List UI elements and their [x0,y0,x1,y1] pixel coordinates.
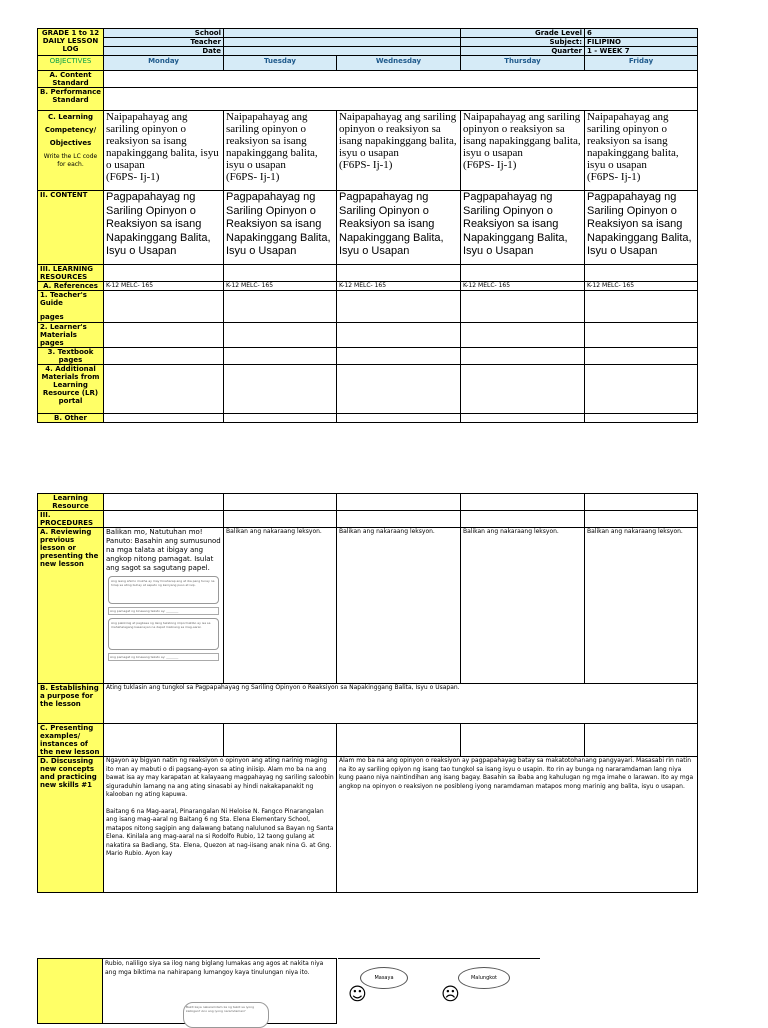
reading-passage-image-1: Ang isang ahimo mukha ay may hinaharap ang at iba pang tunay na hirap sa ating buhay at aspeto ng kaniyang puso at isip. [108,576,219,604]
title-line2: DAILY LESSON [42,37,99,45]
am-tuesday[interactable] [224,365,337,414]
content-monday: Pagpapahayag ng Sariling Opinyon o Reaksiyon sa isang Napakinggang Balita, Isyu o Usapan [104,191,224,265]
competency-text: Naipapahayag ang sariling opinyon o reaksiyon sa isang napakinggang balita, isyu o usapan [339,111,457,159]
lr-friday[interactable] [585,265,698,282]
review-monday-text: Balikan mo, Natutuhan mo! Panuto: Basahin ang sumusunod na mga talata at ibigay ang angkop nitong pamagat. Isulat ang sagot sa sagutang papel. [106,528,221,572]
title-line3: LOG [62,45,79,53]
content-standard-label: A. Content Standard [38,71,104,88]
school-value[interactable] [224,29,461,38]
day-friday: Friday [585,56,698,71]
discussing-left-cell [104,757,337,893]
am-wednesday[interactable] [337,365,461,414]
school-label: School [104,29,224,38]
objectives-label: OBJECTIVES [38,56,104,71]
pres-thursday[interactable] [461,724,585,757]
sad-face-icon: ☹ [441,984,460,1005]
pres-tuesday[interactable] [224,724,337,757]
speech-bubble-text: Bakit kaya nakaramdam ka ng takot sa iyong kaibigan? Ano ang iyong naramdaman? [186,1005,255,1013]
lm-wednesday[interactable] [337,323,461,348]
answer-line-2: Ang pamagat ng binasang teksto ay: ________ [108,653,219,661]
ref-tuesday: K-12 MELC- 165 [224,282,337,291]
day-monday: Monday [104,56,224,71]
teacher-value[interactable] [224,38,461,47]
day-wednesday: Wednesday [337,56,461,71]
lr-thursday[interactable] [461,265,585,282]
tb-thursday[interactable] [461,348,585,365]
lr-wednesday[interactable] [337,265,461,282]
subject-label: Subject: [461,38,585,47]
ref-monday: K-12 MELC- 165 [104,282,224,291]
quarter-label: Quarter [461,47,585,56]
title-cell [38,29,104,56]
teacher-label: Teacher [104,38,224,47]
answer-line-1: Ang pamagat ng binasang teksto ay: ________ [108,607,219,615]
lr-tuesday[interactable] [224,265,337,282]
lc-note: Write the LC code for each. [43,153,98,168]
happy-cloud-label: Masaya [374,975,394,981]
tg-pages-label: pages [40,313,64,321]
lr2-friday[interactable] [585,494,698,511]
happy-face-icon: ☺ [348,984,367,1005]
review-wednesday: Balikan ang nakaraang leksyon. [337,528,461,684]
happy-cloud [360,967,408,989]
reading-passage-image-2: Ang pakikinig at pagbasa ng ilang tekstong impormatibo ay isa sa mahahalagang kasanayan na dapat malinang sa mag-aaral. [108,618,219,650]
reviewing-label: A. Reviewing previous lesson or presenting the new lesson [38,528,104,684]
lm-tuesday[interactable] [224,323,337,348]
discussing-paragraph-1: Ngayon ay bigyan natin ng reaksiyon o opinyon ang ating narinig maging ito man ay mabuti o di pagsang-ayon sa ating iniisip. Alam mo ba na ang bawat isa ay may karapatan at kalayaang magpahayag ng sariling saloobin siguraduhin lamang na ang ating sinasabi ay hindi nakakapanakit ng kalooban ng ating kapuwa. [106,757,334,798]
competency-code: (F6PS- Ij-1) [226,171,280,183]
competency-tuesday [224,111,337,191]
tg-monday[interactable] [104,291,224,323]
ref-wednesday: K-12 MELC- 165 [337,282,461,291]
review-thursday: Balikan ang nakaraang leksyon. [461,528,585,684]
additional-materials-label: 4. Additional Materials from Learning Resource (LR) portal [38,365,104,414]
competency-monday [104,111,224,191]
other-label: B. Other [38,414,104,423]
sad-cloud [458,967,510,989]
lr2-monday[interactable] [104,494,224,511]
am-friday[interactable] [585,365,698,414]
lr2-tuesday[interactable] [224,494,337,511]
competency-code: (F6PS- Ij-1) [339,159,393,171]
lr2-thursday[interactable] [461,494,585,511]
lm-monday[interactable] [104,323,224,348]
pres-friday[interactable] [585,724,698,757]
ref-friday: K-12 MELC- 165 [585,282,698,291]
lc-line2: Competency/ [44,126,97,134]
date-value[interactable] [224,47,461,56]
grade-level-label: Grade Level [461,29,585,38]
bottom-content-cell [103,958,337,1024]
other-friday[interactable] [585,414,698,423]
lm-thursday[interactable] [461,323,585,348]
learning-resource-label: Learning Resource [38,494,104,511]
lc-line1: C. Learning [48,113,93,121]
performance-standard-label: B. Performance Standard [38,88,104,111]
references-label: A. References [38,282,104,291]
quarter-value[interactable]: 1 - WEEK 7 [585,47,698,56]
competency-friday [585,111,698,191]
subject-value[interactable]: FILIPINO [585,38,698,47]
day-thursday: Thursday [461,56,585,71]
establishing-cell: Ating tuklasin ang tungkol sa Pagpapahayag ng Sariling Opinyon o Reaksiyon sa Napakinggang Balita, Isyu o Usapan. [104,684,698,724]
review-monday [104,528,224,684]
date-label: Date [104,47,224,56]
lesson-log-table-top [37,28,698,423]
procedures-label: III. PROCEDURES [38,511,104,528]
content-standard-cell[interactable] [104,71,698,88]
tg-thursday[interactable] [461,291,585,323]
competency-thursday [461,111,585,191]
day-tuesday: Tuesday [224,56,337,71]
ref-thursday: K-12 MELC- 165 [461,282,585,291]
competency-text: Naipapahayag ang sariling opinyon o reaksiyon sa isang napakinggang balita, isyu o usapan [463,111,581,159]
other-wednesday[interactable] [337,414,461,423]
competency-wednesday [337,111,461,191]
tb-tuesday[interactable] [224,348,337,365]
grade-level-value[interactable]: 6 [585,29,698,38]
emotions-image [338,958,540,1025]
bottom-label-cell [37,958,103,1024]
review-friday: Balikan ang nakaraang leksyon. [585,528,698,684]
continued-text: Rubio, naliligo siya sa ilog nang biglang lumakas ang agos at nakita niya ang mga biktima na nahirapang lumangoy kaya tinulungan niya ito. [105,960,324,976]
table-bottom-fragment [37,958,337,1024]
tb-monday[interactable] [104,348,224,365]
discussing-right-cell: Alam mo ba na ang opinyon o reaksiyon ay pagpapahayag batay sa makatotohanang pangyayari. Masasabi rin natin na ito ay sariling opiyon ng isang tao tungkol sa isang isyu o usapin. Ito rin ay bunga ng nararamdaman lang niya kung paano niya naintindihan ang isang bagay. Basahin sa ibaba ang kahulugan ng mga imahe o larawan. Ito ay mga angkop na opinyon o reaksiyon ne posibleng iyong naramdaman matapos mong marinig ang balita, isyu o usapan. [337,757,698,893]
pres-monday[interactable] [104,724,224,757]
proc-wednesday[interactable] [337,511,461,528]
learning-competency-label [38,111,104,191]
lesson-log-table-procedures [37,493,698,893]
competency-text: Naipapahayag ang sariling opinyon o reaksiyon sa isang napakinggang balita, isyu o usapan [106,111,219,171]
textbook-pages-label: 3. Textbook pages [38,348,104,365]
learning-resources-label: III. LEARNING RESOURCES [38,265,104,282]
presenting-label: C. Presenting examples/ instances of the new lesson [38,724,104,757]
tb-wednesday[interactable] [337,348,461,365]
other-tuesday[interactable] [224,414,337,423]
content-thursday: Pagpapahayag ng Sariling Opinyon o Reaksiyon sa isang Napakinggang Balita, Isyu o Usapan [461,191,585,265]
learners-materials-label: 2. Learner's Materials pages [38,323,104,348]
lr-monday[interactable] [104,265,224,282]
performance-standard-cell[interactable] [104,88,698,111]
competency-code: (F6PS- Ij-1) [463,159,517,171]
proc-friday[interactable] [585,511,698,528]
speech-bubble-image [183,1002,269,1028]
proc-tuesday[interactable] [224,511,337,528]
pres-wednesday[interactable] [337,724,461,757]
lr2-wednesday[interactable] [337,494,461,511]
discussing-paragraph-2: Baitang 6 na Mag-aaral, Pinarangalan Ni Heloise N. Fangco Pinarangalan ang isang mag-aaral ng Baitang 6 ng Sta. Elena Elementary School, matapos nitong sagipin ang dalawang batang nalulunod sa Bayan ng Santa Elena. Kinilala ang mag-aaral na si Rodolfo Rubio, 12 taong gulang at nakatira sa Badiang, Sta. Elena, Quezon at nag-iisang anak nina G. at Gng. Mario Rubio. Ayon kay [106,807,334,857]
proc-thursday[interactable] [461,511,585,528]
content-wednesday: Pagpapahayag ng Sariling Opinyon o Reaksiyon sa isang Napakinggang Balita, Isyu o Usapan [337,191,461,265]
content-friday: Pagpapahayag ng Sariling Opinyon o Reaksiyon sa isang Napakinggang Balita, Isyu o Usapan [585,191,698,265]
am-thursday[interactable] [461,365,585,414]
content-tuesday: Pagpapahayag ng Sariling Opinyon o Reaksiyon sa isang Napakinggang Balita, Isyu o Usapan [224,191,337,265]
sad-cloud-label: Malungkot [470,975,497,981]
lc-line3: Objectives [49,139,92,147]
proc-monday[interactable] [104,511,224,528]
tg-tuesday[interactable] [224,291,337,323]
establishing-label: B. Establishing a purpose for the lesson [38,684,104,724]
lm-friday[interactable] [585,323,698,348]
competency-text: Naipapahayag ang sariling opinyon o reaksiyon sa isang napakinggang balita, isyu o usapan [226,111,318,171]
competency-text: Naipapahayag ang sariling opinyon o reaksiyon sa isang napakinggang balita, isyu o usapan [587,111,679,171]
content-label: II. CONTENT [38,191,104,265]
tg-label: 1. Teacher's Guide [40,291,87,307]
review-tuesday: Balikan ang nakaraang leksyon. [224,528,337,684]
competency-code: (F6PS- Ij-1) [106,171,160,183]
discussing-label: D. Discussing new concepts and practicing new skills #1 [38,757,104,893]
competency-code: (F6PS- Ij-1) [587,171,641,183]
tg-friday[interactable] [585,291,698,323]
tg-wednesday[interactable] [337,291,461,323]
am-monday[interactable] [104,365,224,414]
title-line1: GRADE 1 to 12 [41,29,100,37]
other-monday[interactable] [104,414,224,423]
teachers-guide-label [38,291,104,323]
tb-friday[interactable] [585,348,698,365]
other-thursday[interactable] [461,414,585,423]
